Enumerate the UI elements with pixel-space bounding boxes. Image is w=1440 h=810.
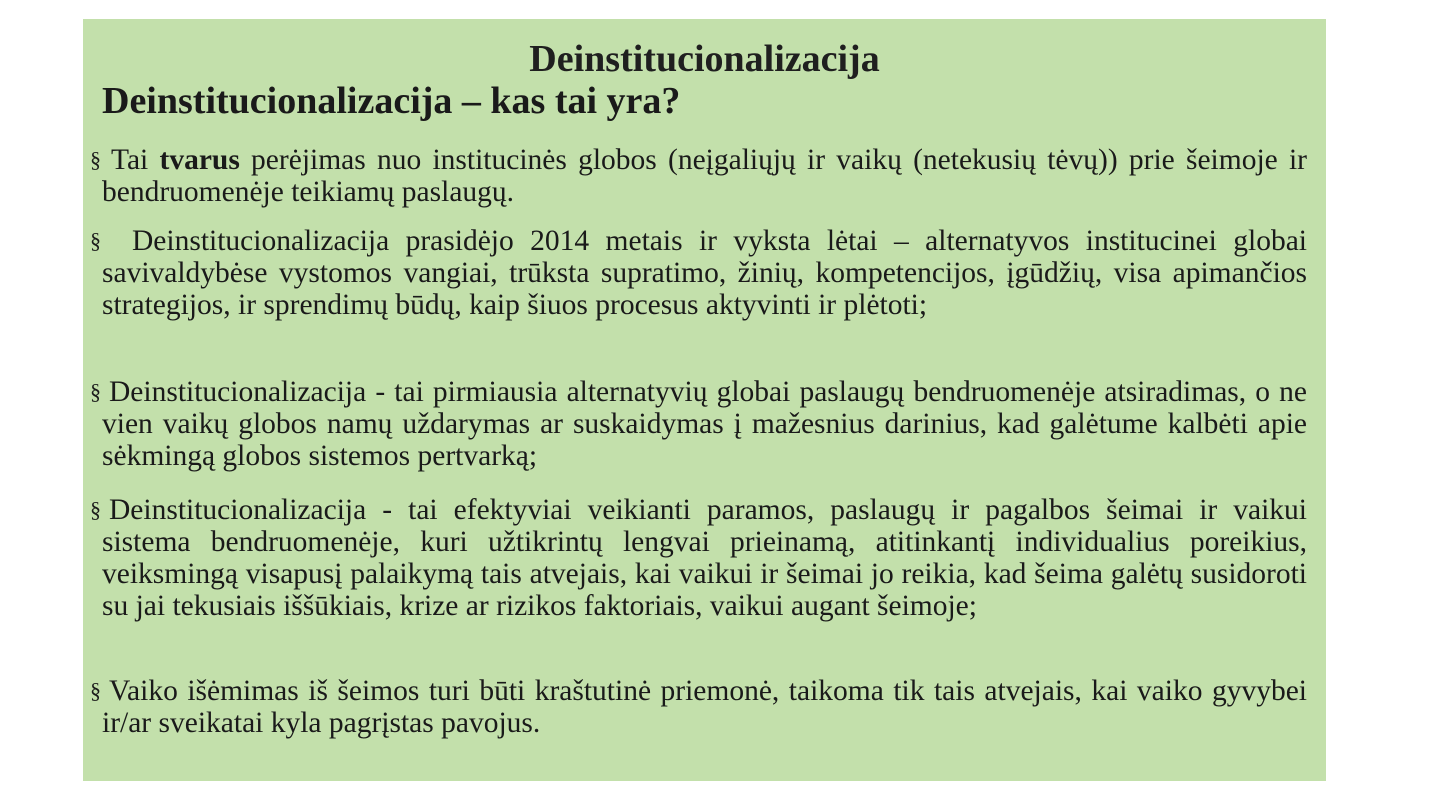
slide-panel <box>83 19 1326 781</box>
bullet-item <box>83 376 1307 472</box>
bullet-body: perėjimas nuo institucinės globos (neįgaliųjų ir vaikų (netekusių tėvų)) prie šeimoje ir bendruomenėje teikiamų paslaugų. <box>102 144 1308 208</box>
slide-subtitle: Deinstitucionalizacija – kas tai yra? <box>102 80 681 122</box>
bullet-text: Deinstitucionalizacija prasidėjo 2014 metais ir vyksta lėtai – alternatyvos institucinei globai savivaldybėse vystomos vangiai, trūksta supratimo, žinių, kompetencijos, įgūdžių, visa apimančios strategijos, ir sprendimų būdų, kaip šiuos procesus aktyvinti ir plėtoti; <box>102 225 1307 321</box>
slide-title: Deinstitucionalizacija <box>529 38 880 80</box>
bullet-marker-icon: § <box>90 379 101 404</box>
bullet-marker-icon: § <box>90 678 101 703</box>
bullet-item <box>83 225 1307 321</box>
bullet-marker-icon: § <box>90 228 101 253</box>
bullet-text: Deinstitucionalizacija - tai efektyviai veikianti paramos, paslaugų ir pagalbos šeimai ir vaikui sistema bendruomenėje, kuri užtikrintų lengvai prieinamą, atitinkantį individualius poreikius, veiksmingą visapusį palaikymą tais atvejais, kai vaikui ir šeimai jo reikia, kad šeima galėtų susidoroti su jai tekusiais iššūkiais, krize ar rizikos faktoriais, vaikui augant šeimoje; <box>102 494 1307 622</box>
bullet-item <box>83 675 1307 739</box>
bullet-prefix: Tai <box>111 144 160 176</box>
bullet-text <box>102 144 1307 208</box>
bullet-marker-icon: § <box>90 147 101 172</box>
bullet-text: Deinstitucionalizacija - tai pirmiausia alternatyvių globai paslaugų bendruomenėje atsiradimas, o ne vien vaikų globos namų uždarymas ar suskaidymas į mažesnius darinius, kad galėtume kalbėti apie sėkmingą globos sistemos pertvarką; <box>102 376 1307 472</box>
bullet-item <box>83 144 1307 208</box>
bullet-emphasis: tvarus <box>159 144 240 176</box>
bullet-item <box>83 494 1307 622</box>
bullet-text: Vaiko išėmimas iš šeimos turi būti kraštutinė priemonė, taikoma tik tais atvejais, kai vaiko gyvybei ir/ar sveikatai kyla pagrįstas pavojus. <box>102 675 1307 739</box>
bullet-marker-icon: § <box>90 497 101 522</box>
